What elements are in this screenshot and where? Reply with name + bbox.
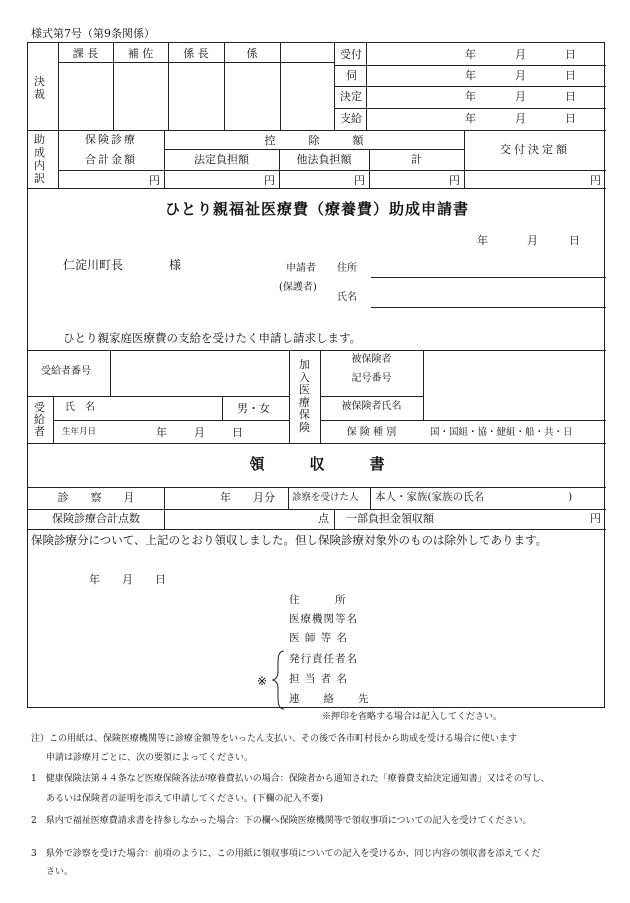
total-label: 計 <box>411 153 422 166</box>
note-1-cont: あるいは保険者の証明を添えて申請してください。(下欄の記入不要) <box>46 794 324 804</box>
name-label: 氏名 <box>337 292 357 303</box>
note-2: 2 県内で福祉医療費請求書を持参しなかった場合：下の欄へ保険医療機関等で領収事項についての記入を受けてください。 <box>31 816 532 826</box>
approval-col-label: 係 長 <box>183 47 209 60</box>
exam-year-month: 年 月分 <box>220 491 275 504</box>
yen-unit: 円 <box>264 174 275 187</box>
request-text: ひとり親家庭医療費の支給を受けたく申請し請求します。 <box>63 331 362 345</box>
insurance-side-label: 加入医療保険 <box>299 358 310 434</box>
insured-number-label-2: 記号番号 <box>351 373 392 384</box>
date-day: 日 <box>565 48 576 61</box>
grant-decision-label: 交付決定額 <box>500 143 570 156</box>
date-year: 年 <box>477 234 488 247</box>
recipient-side-label: 受給者 <box>34 401 45 438</box>
note-intro: 注）この用紙は、保険医療機関等に診療金額等をいったん支払い、その後で各市町村長から助成を受ける場合に使います <box>31 734 518 744</box>
yen-unit: 円 <box>590 512 601 525</box>
insurance-kind-options[interactable]: 国・国組・協・健組・船・共・日 <box>430 427 573 438</box>
receipt-statement: 保険診療分について、上記のとおり領収しました。但し保険診療対象外のものは除外してあります。 <box>31 533 548 547</box>
insurance-total-label-2: 合計金額 <box>85 153 137 166</box>
date-year: 年 <box>465 112 476 125</box>
honorific: 様 <box>169 258 182 272</box>
date-day: 日 <box>565 90 576 103</box>
form-title: ひとり親福祉医療費（療養費）助成申請書 <box>164 200 469 218</box>
field-doctor: 医 師 等 名 <box>289 632 349 644</box>
yen-unit: 円 <box>590 174 601 187</box>
other-burden-label: 他法負担額 <box>296 153 352 166</box>
date-month: 月 <box>515 48 526 61</box>
insurance-total-label: 保険診療 <box>85 133 137 146</box>
yen-unit: 円 <box>354 174 365 187</box>
approval-label: 決裁 <box>34 75 45 101</box>
brace-icon <box>272 650 286 710</box>
yen-unit: 円 <box>149 174 160 187</box>
addressee: 仁淀川町長 <box>63 258 124 272</box>
note-3: 3 県外で診察を受けた場合：前項のように、この用紙に領収事項についての記入を受けるか、同じ内容の領収書を添えてくだ <box>31 849 541 859</box>
receipt-date: 年 月 日 <box>89 573 166 586</box>
recipient-name-label: 氏 名 <box>65 402 95 413</box>
date-day: 日 <box>569 234 580 247</box>
step-label: 伺 <box>346 69 357 82</box>
field-issuer: 発行責任者名 <box>289 653 358 665</box>
date-month: 月 <box>515 90 526 103</box>
asterisk-mark: ※ <box>257 674 268 688</box>
applicant-label: 申請者 <box>286 263 316 274</box>
deduction-label: 控 除 額 <box>264 134 364 147</box>
birth-date-label: 生年月日 <box>62 427 97 437</box>
points-unit: 点 <box>318 512 329 525</box>
guardian-label: (保護者) <box>279 282 317 293</box>
copay-label: 一部負担金領収額 <box>346 512 434 525</box>
date-day: 日 <box>565 69 576 82</box>
name-line[interactable] <box>371 307 606 308</box>
receipt-title: 領 収 書 <box>249 455 385 473</box>
patient-label: 診察を受けた人 <box>292 492 359 503</box>
step-label: 支給 <box>340 112 362 125</box>
note-intro-2: 申請は診療月ごとに、次の要領によってください。 <box>46 753 254 763</box>
note-1: 1 健康保険法第４４条など医療保険各法が療養費払いの場合：保険者から通知された「療養費支給決定通知書」又はその写し、 <box>31 774 550 784</box>
insured-number-label: 被保険者 <box>351 354 392 365</box>
form-number: 様式第7号（第9条関係） <box>31 27 155 40</box>
points-label: 保険診療合計点数 <box>52 512 140 525</box>
gender-options[interactable]: 男・女 <box>237 402 270 415</box>
breakdown-label: 助成内訳 <box>34 133 45 185</box>
approval-col-label: 補 佐 <box>127 47 154 60</box>
date-year: 年 <box>465 69 476 82</box>
date-month: 月 <box>515 112 526 125</box>
step-label: 決定 <box>340 90 362 103</box>
field-staff: 担 当 者 名 <box>289 673 349 685</box>
field-address: 住 所 <box>289 594 347 606</box>
exam-month-label: 診 察 月 <box>57 491 135 504</box>
note-3-cont: さい。 <box>46 867 74 877</box>
date-year: 年 <box>465 48 476 61</box>
insurance-type-label: 保 険 種 別 <box>346 427 397 438</box>
legal-burden-label: 法定負担額 <box>194 153 249 166</box>
date-year: 年 <box>465 90 476 103</box>
seal-note: ※押印を省略する場合は記入してください。 <box>322 712 503 722</box>
birth-day: 日 <box>232 426 243 439</box>
field-institution: 医療機関等名 <box>289 613 358 625</box>
approval-col-label: 課 長 <box>72 47 99 60</box>
birth-year: 年 <box>156 426 167 439</box>
field-contact: 連 絡 先 <box>289 693 370 705</box>
recipient-number-label: 受給者番号 <box>41 366 91 377</box>
approval-col-label: 係 <box>246 47 258 60</box>
patient-value[interactable]: 本人・家族(家族の氏名 ) <box>375 491 573 503</box>
date-day: 日 <box>565 112 576 125</box>
birth-month: 月 <box>194 426 205 439</box>
yen-unit: 円 <box>449 174 460 187</box>
insured-name-label: 被保険者氏名 <box>341 401 402 412</box>
address-label: 住所 <box>337 263 357 274</box>
step-label: 受付 <box>340 48 362 61</box>
address-line[interactable] <box>371 277 606 278</box>
date-month: 月 <box>515 69 526 82</box>
application-form <box>27 42 605 708</box>
date-month: 月 <box>527 234 538 247</box>
